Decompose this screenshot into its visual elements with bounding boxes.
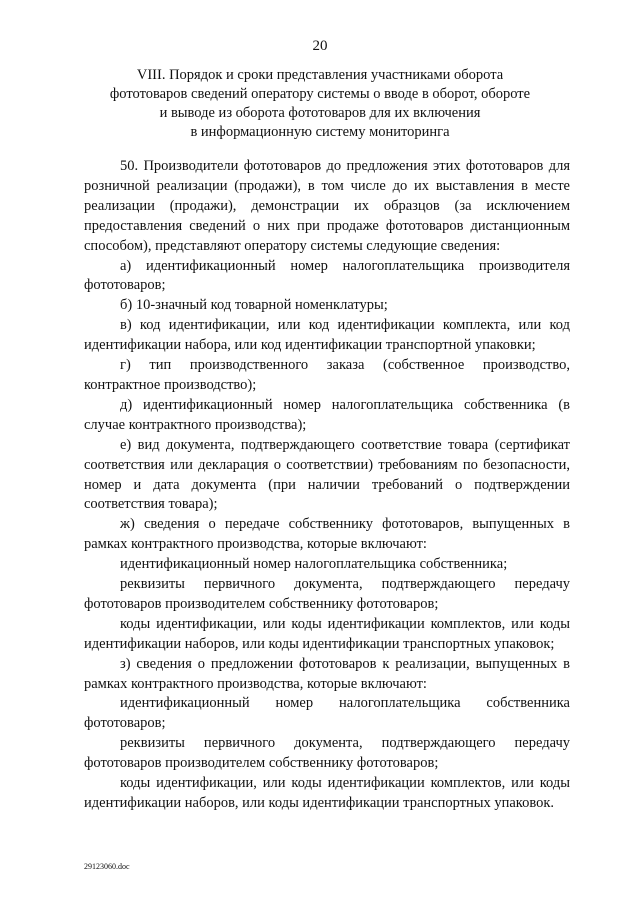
item-b: б) 10-значный код товарной номенклатуры; [120, 297, 388, 314]
heading-line: VIII. Порядок и сроки представления участниками оборота [136, 67, 504, 83]
heading-line: фототоваров сведений оператору системы о вводе в оборот, обороте [109, 86, 531, 102]
body-text [84, 157, 570, 814]
item-zh-sub-2: реквизиты первичного документа, подтверждающего передачу фототоваров производителем собственнику фототоваров; [84, 576, 570, 612]
item-z: з) сведения о предложении фототоваров к реализации, выпущенных в рамках контрактного производства, которые включают: [84, 655, 570, 692]
item-zh: ж) сведения о передаче собственнику фототоваров, выпущенных в рамках контрактного производства, которые включают: [84, 516, 570, 553]
paragraph-50: 50. Производители фототоваров до предложения этих фототоваров для розничной реализации (продажи), в том числе до их выставления в месте реализации (продажи), демонстрации их образцов (за исключением предоставления сведений о них при продаже фототоваров дистанционным способом), представляют оператору системы следующие сведения: [84, 158, 570, 254]
item-zh-sub-1: идентификационный номер налогоплательщика собственника; [120, 556, 508, 573]
item-g: г) тип производственного заказа (собственное производство, контрактное производство); [84, 357, 570, 393]
item-zh-sub-3: коды идентификации, или коды идентификации комплектов, или коды идентификации наборов, или коды идентификации транспортных упаковок; [84, 615, 570, 652]
item-a: а) идентификационный номер налогоплательщика производителя фототоваров; [84, 257, 570, 294]
item-z-sub-2: реквизиты первичного документа, подтверждающего передачу фототоваров производителем собственнику фототоваров; [84, 735, 570, 772]
heading-line: и выводе из оборота фототоваров для их включения [159, 105, 481, 121]
footer-document-code: 29123060.doc [84, 862, 130, 871]
item-d: д) идентификационный номер налогоплательщика собственника (в случае контрактного производства); [84, 396, 570, 433]
item-v: в) код идентификации, или код идентификации комплекта, или код идентификации набора, или код идентификации транспортной упаковки; [84, 317, 570, 354]
item-z-sub-1: идентификационный номер налогоплательщика собственника фототоваров; [84, 695, 570, 732]
section-heading [60, 66, 580, 142]
item-z-sub-3: коды идентификации, или коды идентификации комплектов, или коды идентификации наборов, или коды идентификации транспортных упаковок. [84, 775, 570, 811]
page-number: 20 [312, 38, 328, 54]
heading-line: в информационную систему мониторинга [190, 124, 450, 140]
item-e: е) вид документа, подтверждающего соответствие товара (сертификат соответствия или декларация о соответствии) требованиям по безопасности, номер и дата документа (при наличии требований о подтверждении соответствия товара); [84, 436, 570, 513]
